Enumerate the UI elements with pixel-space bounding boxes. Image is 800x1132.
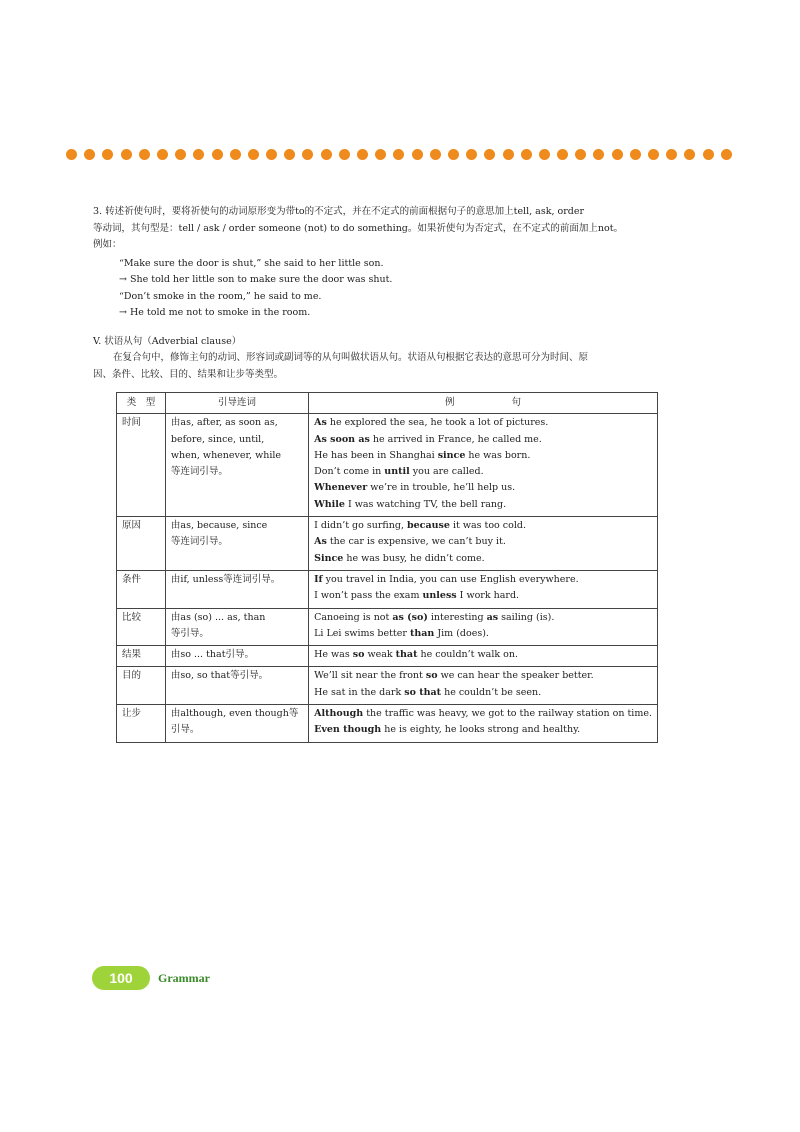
decorative-dot [466, 149, 477, 160]
conjunction-line: 由so, so that等引导。 [170, 670, 269, 682]
column-header-examples: 例 句 [309, 393, 658, 414]
conjunction-keyword: As [314, 417, 327, 429]
clause-type-cell: 原因 [117, 517, 166, 571]
conjunction-line: 由as, because, since [170, 520, 268, 532]
decorative-dot [666, 149, 677, 160]
conjunction-keyword: so [352, 649, 365, 661]
decorative-dot [84, 149, 95, 160]
example-sentence [314, 610, 652, 626]
sentence-text: you travel in India, you can use English everywhere. [322, 573, 579, 585]
conjunction-line: 引导。 [170, 724, 200, 736]
sentence-text: the traffic was heavy, we got to the railway station on time. [363, 708, 652, 720]
table-row [117, 667, 658, 705]
decorative-dot [703, 149, 714, 160]
conjunction-line: 由so ... that引导。 [170, 649, 255, 661]
decorative-dot [339, 149, 350, 160]
sentence-text: He has been in Shanghai [314, 449, 438, 461]
example-sentence [314, 464, 652, 480]
example-sentence [314, 448, 652, 464]
example-sentence [314, 551, 652, 567]
sentence-text: he explored the sea, he took a lot of pictures. [326, 417, 549, 429]
sentence-text: Li Lei swims better [314, 627, 410, 639]
conjunction-keyword: since [437, 449, 466, 461]
example-cell [309, 414, 658, 517]
decorative-dot [321, 149, 332, 160]
example-cell [309, 570, 658, 608]
sentence-text: the car is expensive, we can’t buy it. [326, 536, 506, 548]
sentence-text: we can hear the speaker better. [437, 670, 594, 682]
grammar-content [93, 204, 693, 383]
conjunction-keyword: If [314, 573, 323, 585]
example-sentence [314, 647, 652, 663]
sentence-text: I didn’t go surfing, [314, 520, 407, 532]
decorative-dot [121, 149, 132, 160]
decorative-dot [575, 149, 586, 160]
sentence-text: sailing (is). [498, 611, 555, 623]
rule3-line2: 等动词，其句型是：tell / ask / order someone (not) to do something。如果祈使句为否定式，在不定式的前面加上not。 [93, 222, 624, 234]
example-sentence [314, 668, 652, 684]
example-sentence [314, 722, 652, 738]
decorative-dot [66, 149, 77, 160]
conjunction-cell [165, 608, 308, 646]
clause-type-cell: 条件 [117, 570, 166, 608]
rule3-line3: 例如： [93, 239, 122, 250]
column-header-conjunction: 引导连词 [165, 393, 308, 414]
decorative-dot [612, 149, 623, 160]
sentence-text: Don’t come in [314, 466, 385, 478]
column-header-type: 类 型 [117, 393, 166, 414]
decorative-dot [393, 149, 404, 160]
example-cell [309, 646, 658, 667]
decorative-dot [284, 149, 295, 160]
decorative-dot [302, 149, 313, 160]
conjunction-keyword: as (so) [392, 611, 428, 623]
conjunction-keyword: As soon as [314, 433, 370, 445]
conjunction-line: 由as, after, as soon as, [170, 417, 278, 429]
decorative-dot [521, 149, 532, 160]
example-sentence [314, 497, 652, 513]
sentence-text: weak [364, 649, 396, 661]
conjunction-keyword: Since [314, 552, 344, 564]
adverbial-clause-table [116, 392, 658, 743]
decorative-dot [539, 149, 550, 160]
decorative-dot [266, 149, 277, 160]
table-body [117, 414, 658, 742]
conjunction-cell [165, 414, 308, 517]
example-cell [309, 517, 658, 571]
example-sentence [314, 588, 652, 604]
decorative-dot [357, 149, 368, 160]
conjunction-line: 等连词引导。 [170, 536, 228, 548]
conjunction-cell [165, 646, 308, 667]
decorative-dot [375, 149, 386, 160]
table-row [117, 517, 658, 571]
decorative-dot [193, 149, 204, 160]
decorative-dot [139, 149, 150, 160]
conjunction-cell [165, 517, 308, 571]
sentence-text: interesting [427, 611, 487, 623]
conjunction-keyword: than [409, 627, 435, 639]
decorative-dot [721, 149, 732, 160]
example-sentence: → He told me not to smoke in the room. [119, 307, 311, 318]
decorative-dot [684, 149, 695, 160]
sentence-text: he couldn’t walk on. [417, 649, 518, 661]
sentence-text: he was born. [465, 449, 531, 461]
example-sentence [314, 572, 652, 588]
example-sentence [314, 415, 652, 431]
conjunction-keyword: as [486, 611, 499, 623]
conjunction-keyword: Even though [314, 724, 382, 736]
sentence-text: he is eighty, he looks strong and healthy. [381, 724, 581, 736]
example-cell [309, 608, 658, 646]
decorative-dot [430, 149, 441, 160]
example-sentence [314, 706, 652, 722]
rule3-line1: 3. 转述祈使句时，要将祈使句的动词原形变为带to的不定式，并在不定式的前面根据句子的意思加上tell, ask, order [93, 206, 585, 217]
example-sentence: → She told her little son to make sure the door was shut. [119, 274, 393, 285]
table-row [117, 646, 658, 667]
example-sentence [314, 480, 652, 496]
conjunction-keyword: so [425, 670, 438, 682]
conjunction-keyword: that [395, 649, 418, 661]
clause-type-cell: 比较 [117, 608, 166, 646]
table-row [117, 414, 658, 517]
section-intro-line1: 在复合句中，修饰主句的动词、形容词或副词等的从句叫做状语从句。状语从句根据它表达的意思可分为时间、原 [113, 352, 589, 363]
sentence-text: he arrived in France, he called me. [369, 433, 542, 445]
sentence-text: Canoeing is not [314, 611, 393, 623]
table-header-row [117, 393, 658, 414]
section-intro-line2: 因、条件、比较、目的、结果和让步等类型。 [93, 368, 284, 380]
sentence-text: He sat in the dark [314, 686, 405, 698]
conjunction-cell [165, 667, 308, 705]
sentence-text: We’ll sit near the front [314, 670, 426, 682]
conjunction-line: 由although, even though等 [170, 708, 299, 720]
sentence-text: I work hard. [456, 590, 520, 602]
conjunction-line: before, since, until, [170, 433, 265, 445]
conjunction-keyword: so that [404, 686, 442, 698]
clause-type-cell: 时间 [117, 414, 166, 517]
example-sentence: “Don’t smoke in the room,” he said to me. [119, 290, 322, 302]
section-heading: V. 状语从句（Adverbial clause） [93, 335, 242, 347]
conjunction-keyword: Although [314, 708, 364, 720]
page-number-badge: 100 [92, 966, 150, 990]
sentence-text: we’re in trouble, he’ll help us. [367, 482, 516, 494]
decorative-dot [648, 149, 659, 160]
example-sentence [314, 626, 652, 642]
decorative-dot [593, 149, 604, 160]
decorative-dot-border [66, 146, 732, 162]
example-sentence [314, 432, 652, 448]
conjunction-line: 等连词引导。 [170, 466, 228, 478]
conjunction-line: 由if, unless等连词引导。 [170, 573, 281, 585]
decorative-dot [248, 149, 259, 160]
example-cell [309, 667, 658, 705]
table-row [117, 608, 658, 646]
decorative-dot [630, 149, 641, 160]
example-sentence [314, 534, 652, 550]
rule3-examples [119, 256, 693, 322]
clause-type-cell: 让步 [117, 705, 166, 743]
table-row [117, 705, 658, 743]
conjunction-line: when, whenever, while [170, 449, 282, 461]
conjunction-line: 等引导。 [170, 627, 209, 639]
sentence-text: Jim (does). [434, 627, 489, 639]
sentence-text: you are called. [409, 466, 484, 478]
conjunction-cell [165, 705, 308, 743]
conjunction-keyword: because [407, 520, 450, 532]
decorative-dot [230, 149, 241, 160]
conjunction-line: 由as (so) ... as, than [170, 611, 266, 623]
decorative-dot [412, 149, 423, 160]
example-sentence [314, 685, 652, 701]
decorative-dot [448, 149, 459, 160]
clause-type-cell: 结果 [117, 646, 166, 667]
footer-section-label: Grammar [158, 970, 210, 985]
decorative-dot [102, 149, 113, 160]
decorative-dot [175, 149, 186, 160]
sentence-text: he couldn’t be seen. [441, 686, 542, 698]
sentence-text: I was watching TV, the bell rang. [344, 498, 507, 510]
sentence-text: I won’t pass the exam [314, 590, 423, 602]
conjunction-keyword: Whenever [314, 482, 368, 494]
example-sentence: “Make sure the door is shut,” she said to her little son. [119, 257, 384, 269]
decorative-dot [503, 149, 514, 160]
decorative-dot [157, 149, 168, 160]
sentence-text: it was too cold. [449, 520, 526, 532]
conjunction-cell [165, 570, 308, 608]
sentence-text: he was busy, he didn’t come. [343, 552, 485, 564]
table-row [117, 570, 658, 608]
conjunction-keyword: As [314, 536, 327, 548]
example-sentence [314, 518, 652, 534]
decorative-dot [557, 149, 568, 160]
decorative-dot [212, 149, 223, 160]
conjunction-keyword: unless [422, 590, 457, 602]
decorative-dot [484, 149, 495, 160]
example-cell [309, 705, 658, 743]
sentence-text: He was [314, 649, 353, 661]
conjunction-keyword: until [384, 466, 410, 478]
page-footer [92, 966, 210, 990]
clause-type-cell: 目的 [117, 667, 166, 705]
conjunction-keyword: While [314, 498, 345, 510]
